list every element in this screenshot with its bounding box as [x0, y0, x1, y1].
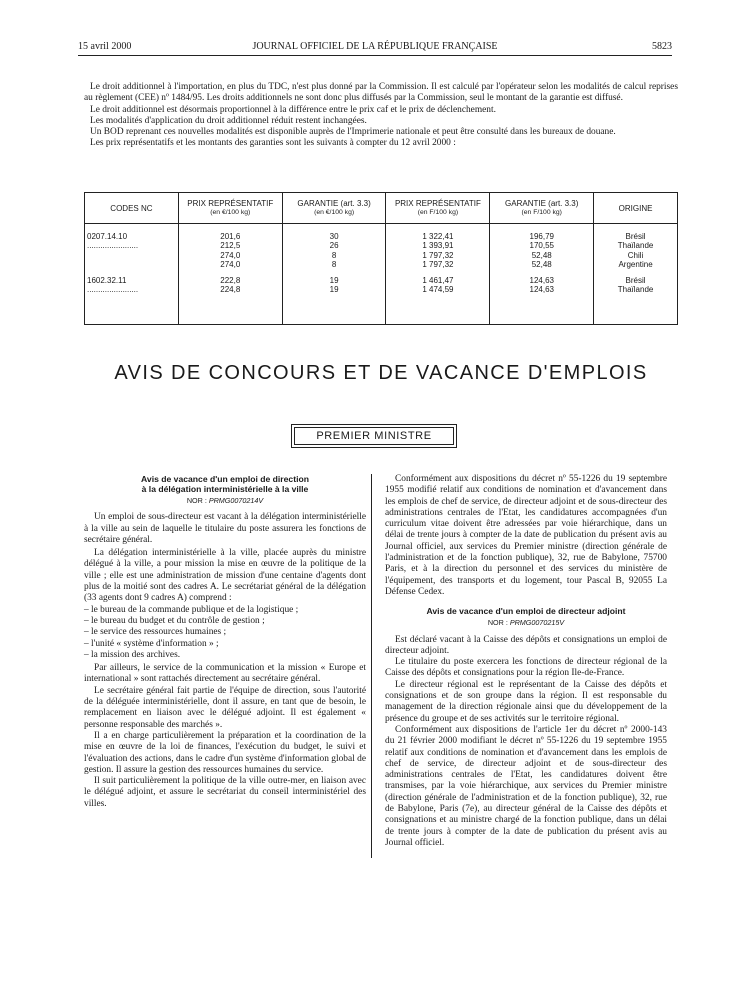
intro-paragraph: Le droit additionnel à l'importation, en plus du TDC, n'est plus donné par la Commission. Il est calculé par l'opérateur selon les modalités de calcul reprises au règlement (CEE) nº 1484/95. Les droits additionnels ne sont donc plus diffusés par la Commission, seul le montant de la garantie est diffusé. [84, 82, 678, 104]
nor-reference [84, 495, 366, 506]
cell [282, 270, 386, 325]
intro-paragraph: Un BOD reprenant ces nouvelles modalités est disponible auprès de l'Imprimerie nationale et peut être consulté dans les bureaux de douane. [90, 127, 616, 138]
value: 1 461,47 [422, 275, 454, 285]
left-column [84, 474, 366, 810]
paragraph: Le directeur régional est le représentant de la Caisse des dépôts et consignations et de son groupe dans la région. Il est responsable du management de la direction régionale ainsi que du développement de la présence du groupe et de ses activités sur le territoire régional. [385, 679, 667, 724]
value: 170,55 [529, 241, 554, 251]
value: 52,48 [531, 260, 552, 270]
code-cell [85, 224, 179, 270]
cell [594, 224, 678, 270]
origin: Brésil [625, 232, 646, 241]
notice-heading [84, 474, 366, 494]
header-cell [178, 193, 282, 224]
value: 1 393,91 [422, 241, 454, 251]
intro-paragraph: Les modalités d'application du droit additionnel réduit restent inchangées. [90, 115, 367, 126]
header-cell [85, 193, 179, 224]
notice-heading: Avis de vacance d'un emploi de directeur adjoint [426, 606, 626, 617]
value: 19 [329, 285, 339, 295]
nc-code: 0207.14.10 ....................... [87, 232, 139, 251]
intro-paragraph: Le droit additionnel est désormais proportionnel à la différence entre le prix caf et le prix de déclenchement. [90, 104, 496, 115]
value: 212,5 [220, 241, 241, 251]
nc-code: 1602.32.11 ....................... [87, 275, 139, 295]
table-header-row [85, 193, 678, 224]
paragraph: La délégation interministérielle à la ville, placée auprès du ministre délégué à la ville, a pour mission la mise en œuvre de la politique de la ville ; elle est une administration de mission d'une centaine d'agents dont plus de la moitié sont des cadres A. Le secrétariat général de la délégation (33 agents dont 9 cadres A) comprend : [84, 548, 366, 604]
value: 201,6 [220, 232, 241, 241]
value: 8 [331, 250, 337, 260]
nor-code: PRMG0070214V [208, 496, 264, 505]
value: 274,0 [220, 260, 241, 270]
value: 222,8 [220, 275, 241, 285]
list-item: – le bureau de la commande publique et de la logistique ; [84, 604, 299, 615]
price-table [84, 192, 678, 325]
cell [594, 270, 678, 325]
section-heading-box [291, 424, 457, 448]
paragraph: Par ailleurs, le service de la communication et la mission « Europe et international » sont rattachés directement au secrétaire général. [84, 663, 366, 685]
right-column [385, 474, 667, 849]
journal-title: JOURNAL OFFICIEL DE LA RÉPUBLIQUE FRANÇAISE [252, 41, 498, 52]
list-item: – le service des ressources humaines ; [84, 627, 227, 638]
header-cell [386, 193, 490, 224]
header-title: GARANTIE (art. 3.3) [505, 199, 579, 208]
header-unit: (en F/100 kg) [417, 209, 459, 216]
value: 1 474,59 [422, 285, 454, 295]
header-unit: (en €/100 kg) [314, 209, 355, 216]
header-cell [594, 193, 678, 224]
running-head [78, 41, 672, 56]
header-title: PRIX REPRÉSENTATIF [394, 199, 481, 208]
cell [386, 224, 490, 270]
header-cell [282, 193, 386, 224]
header-title: GARANTIE (art. 3.3) [297, 199, 371, 208]
intro-text [84, 82, 678, 150]
column-divider [371, 474, 372, 858]
notice-heading-line: à la délégation interministérielle à la ville [141, 484, 309, 494]
nor-label: NOR : [186, 496, 207, 505]
value: 52,48 [531, 250, 552, 260]
value: 8 [331, 260, 337, 270]
cell [490, 270, 594, 325]
intro-paragraph: Les prix représentatifs et les montants des garanties sont les suivants à compter du 12 avril 2000 : [90, 138, 456, 149]
origin: Chili [627, 250, 644, 260]
list-item: – le bureau du budget et du contrôle de gestion ; [84, 615, 265, 626]
list-item: – l'unité « système d'information » ; [84, 638, 219, 649]
main-title: AVIS DE CONCOURS ET DE VACANCE D'EMPLOIS [114, 362, 648, 384]
nor-code: PRMG0070215V [509, 618, 565, 628]
list-item: – la mission des archives. [84, 649, 181, 660]
header-unit: (en €/100 kg) [210, 209, 251, 216]
cell [178, 224, 282, 270]
value: 1 797,32 [422, 260, 454, 270]
section-heading: PREMIER MINISTRE [294, 427, 454, 445]
paragraph: Conformément aux dispositions de l'article 1er du décret nº 2000-143 du 21 février 2000 modifiant le décret nº 55-1226 du 19 septembre 1955 relatif aux conditions de nomination et d'avancement dans les emplois de chef de service, de directeur adjoint et de sous-directeur des administrations centrales de l'Etat, les candidatures doivent être transmises, par la voie hiérarchique, aux services du Premier ministre (direction générale de l'administration et de la fonction publique), 32, rue de Babylone, Paris (7e), au directeur général de la Caisse des dépôts et consignations et au ministre chargé de la fonction publique, dans un délai de trente jours à compter de la date de publication du présent avis au Journal officiel. [385, 724, 667, 848]
paragraph: Le titulaire du poste exercera les fonctions de directeur régional de la Caisse des dépôts et consignations pour la région Ile-de-France. [385, 657, 667, 679]
nor-reference [385, 617, 667, 628]
table-row [85, 224, 678, 270]
value: 224,8 [220, 285, 241, 295]
origin: Brésil [625, 275, 646, 285]
header-unit: (en F/100 kg) [521, 209, 562, 216]
header-title: ORIGINE [618, 203, 653, 213]
paragraph: Il suit particulièrement la politique de la ville outre-mer, en liaison avec le délégué adjoint, et assure le secrétariat du conseil interministériel des villes. [84, 776, 366, 809]
cell [490, 224, 594, 270]
value: 1 322,41 [422, 232, 454, 241]
code-cell [85, 270, 179, 325]
cell [386, 270, 490, 325]
paragraph: Conformément aux dispositions du décret nº 55-1226 du 19 septembre 1955 modifié relatif aux conditions de nomination et d'avancement dans les emplois de chef de service, de directeur adjoint et de sous-directeur des administrations centrales de l'Etat, les candidatures accompagnées d'un curriculum vitae doivent être adressées par voie hiérarchique, dans un délai de trente jours à compter de la date de publication du présent avis au Journal officiel, aux services du Premier ministre (direction générale de l'administration et de la fonction publique), 32, rue de Babylone, 75700 Paris, et à la direction du personnel et des services du ministère de l'équipement, des transports et du logement, tour Pascal B, 92055 La Défense Cedex. [385, 474, 667, 597]
paragraph: Il a en charge particulièrement la préparation et la coordination de la mise en œuvre de la loi de finances, l'exécution du budget, le suivi et l'évaluation des actions, dans le cadre d'un système d'information global de gestion. Il assure la gestion des ressources humaines du service. [84, 730, 366, 775]
cell [282, 224, 386, 270]
paragraph: Le secrétaire général fait partie de l'équipe de direction, sous l'autorité de la déléguée interministérielle, dont il assure, en tant que de besoin, le remplacement en liaison avec le délégué adjoint. Il est également « personne responsable des marchés ». [84, 685, 366, 730]
origin: Thaïlande [617, 241, 654, 251]
value: 1 797,32 [422, 250, 454, 260]
publication-date: 15 avril 2000 [78, 41, 132, 52]
cell [178, 270, 282, 325]
header-cell [490, 193, 594, 224]
nor-label: NOR : [487, 618, 508, 628]
value: 30 [329, 232, 339, 241]
value: 26 [329, 241, 339, 251]
value: 274,0 [220, 250, 241, 260]
notice-heading-line: Avis de vacance d'un emploi de direction [141, 474, 309, 484]
origin: Argentine [618, 260, 653, 270]
value: 124,63 [529, 275, 554, 285]
paragraph: Un emploi de sous-directeur est vacant à la délégation interministérielle à la ville au sein de laquelle le titulaire du poste assurera les fonctions de secrétaire général. [84, 512, 366, 545]
value: 124,63 [529, 285, 554, 295]
paragraph: Est déclaré vacant à la Caisse des dépôts et consignations un emploi de directeur adjoint. [385, 634, 667, 656]
page-number: 5823 [652, 41, 672, 52]
value: 196,79 [529, 232, 554, 241]
origin: Thaïlande [617, 285, 654, 295]
header-title: PRIX REPRÉSENTATIF [187, 199, 274, 208]
table-row [85, 270, 678, 325]
header-title: CODES NC [110, 203, 153, 213]
value: 19 [329, 275, 339, 285]
